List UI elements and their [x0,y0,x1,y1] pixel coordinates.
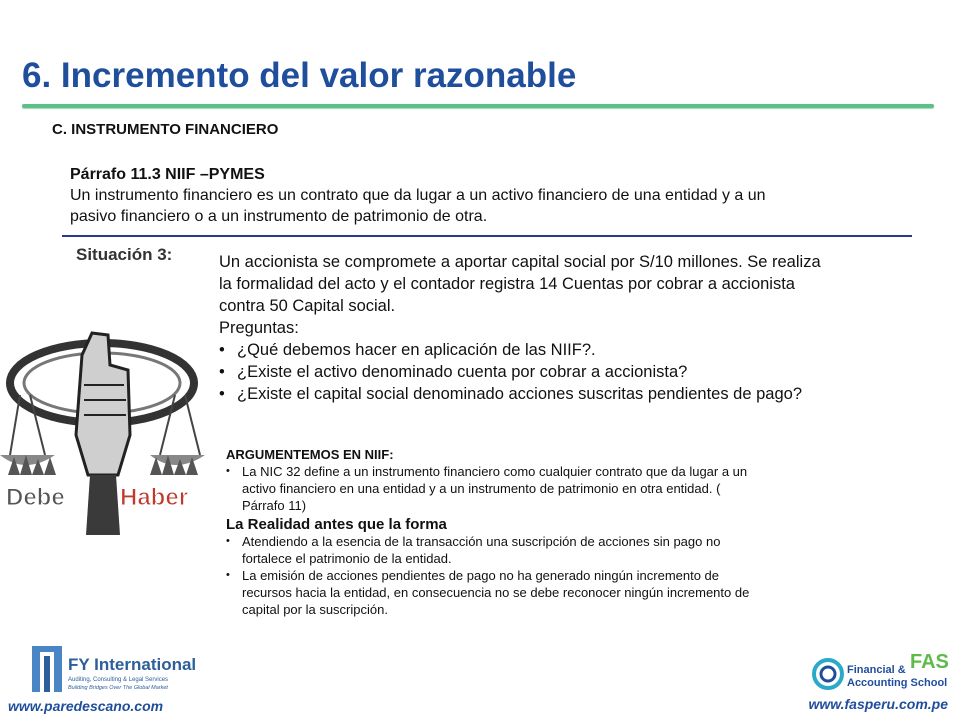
bullet-icon: • [226,569,230,581]
scales-illustration [0,325,205,535]
bullet-icon: • [226,535,230,547]
paragraph-title: Párrafo 11.3 NIIF –PYMES [70,166,265,183]
situation-line: contra 50 Capital social. [219,297,396,315]
debe-label: Debe [6,484,65,511]
paragraph-block [70,164,930,227]
haber-label: Haber [120,484,189,511]
right-url[interactable]: www.fasperu.com.pe [808,696,948,712]
title-underline [22,104,934,108]
situation-line: la formalidad del acto y el contador registra 14 Cuentas por cobrar a accionista [219,275,795,293]
fy-logo-slogan: Building Bridges Over The Global Market [68,685,168,691]
situation-text [219,251,919,405]
scales-fist-image [0,325,205,535]
fy-international-logo [30,640,197,696]
situation-line: Un accionista se compromete a aportar capital social por S/10 millones. Se realiza [219,253,821,271]
question-item: • ¿Qué debemos hacer en aplicación de las NIIF?. [219,341,596,359]
section-heading: C. INSTRUMENTO FINANCIERO [52,121,279,138]
realidad-item: • La emisión de acciones pendientes de pago no ha generado ningún incremento de recursos hacia la entidad, en consecuencia no se debe reconocer ningún incremento de capital por la suscripción. [226,568,750,617]
paragraph-text-line: pasivo financiero o a un instrumento de patrimonio de otra. [70,208,488,225]
fy-logo-tagline: Auditing, Consulting & Legal Services [68,677,169,683]
realidad-item: • Atendiendo a la esencia de la transacción una suscripción de acciones sin pago no fortalece el patrimonio de la entidad. [226,534,721,566]
left-url[interactable]: www.paredescano.com [8,698,164,714]
situation-line: Preguntas: [219,319,299,337]
fas-logo [810,650,950,692]
fas-logo-line1: Financial & [847,664,906,676]
question-item: • ¿Existe el activo denominado cuenta por cobrar a accionista? [219,363,688,381]
argument-block [226,446,876,618]
argument-item: • La NIC 32 define a un instrumento financiero como cualquier contrato que da lugar a un activo financiero en una entidad y a un instrumento de patrimonio en otra entidad. ( Párrafo 11) [226,464,748,513]
bullet-icon: • [219,363,225,381]
question-item: • ¿Existe el capital social denominado acciones suscritas pendientes de pago? [219,385,803,403]
fas-logo-mark: FAS [910,651,949,673]
fas-logo-line2: Accounting School [847,677,948,689]
separator-line [62,235,912,237]
situation-label: Situación 3: [76,245,173,264]
bullet-icon: • [219,385,225,403]
bullet-icon: • [226,465,230,477]
paragraph-text-line: Un instrumento financiero es un contrato que da lugar a un activo financiero de una entidad y a un [70,187,766,204]
argument-title: ARGUMENTEMOS EN NIIF: [226,447,394,462]
bullet-icon: • [219,341,225,359]
realidad-title: La Realidad antes que la forma [226,516,447,533]
fy-logo-name: FY International [68,655,197,674]
page-title: 6. Incremento del valor razonable [22,56,577,95]
